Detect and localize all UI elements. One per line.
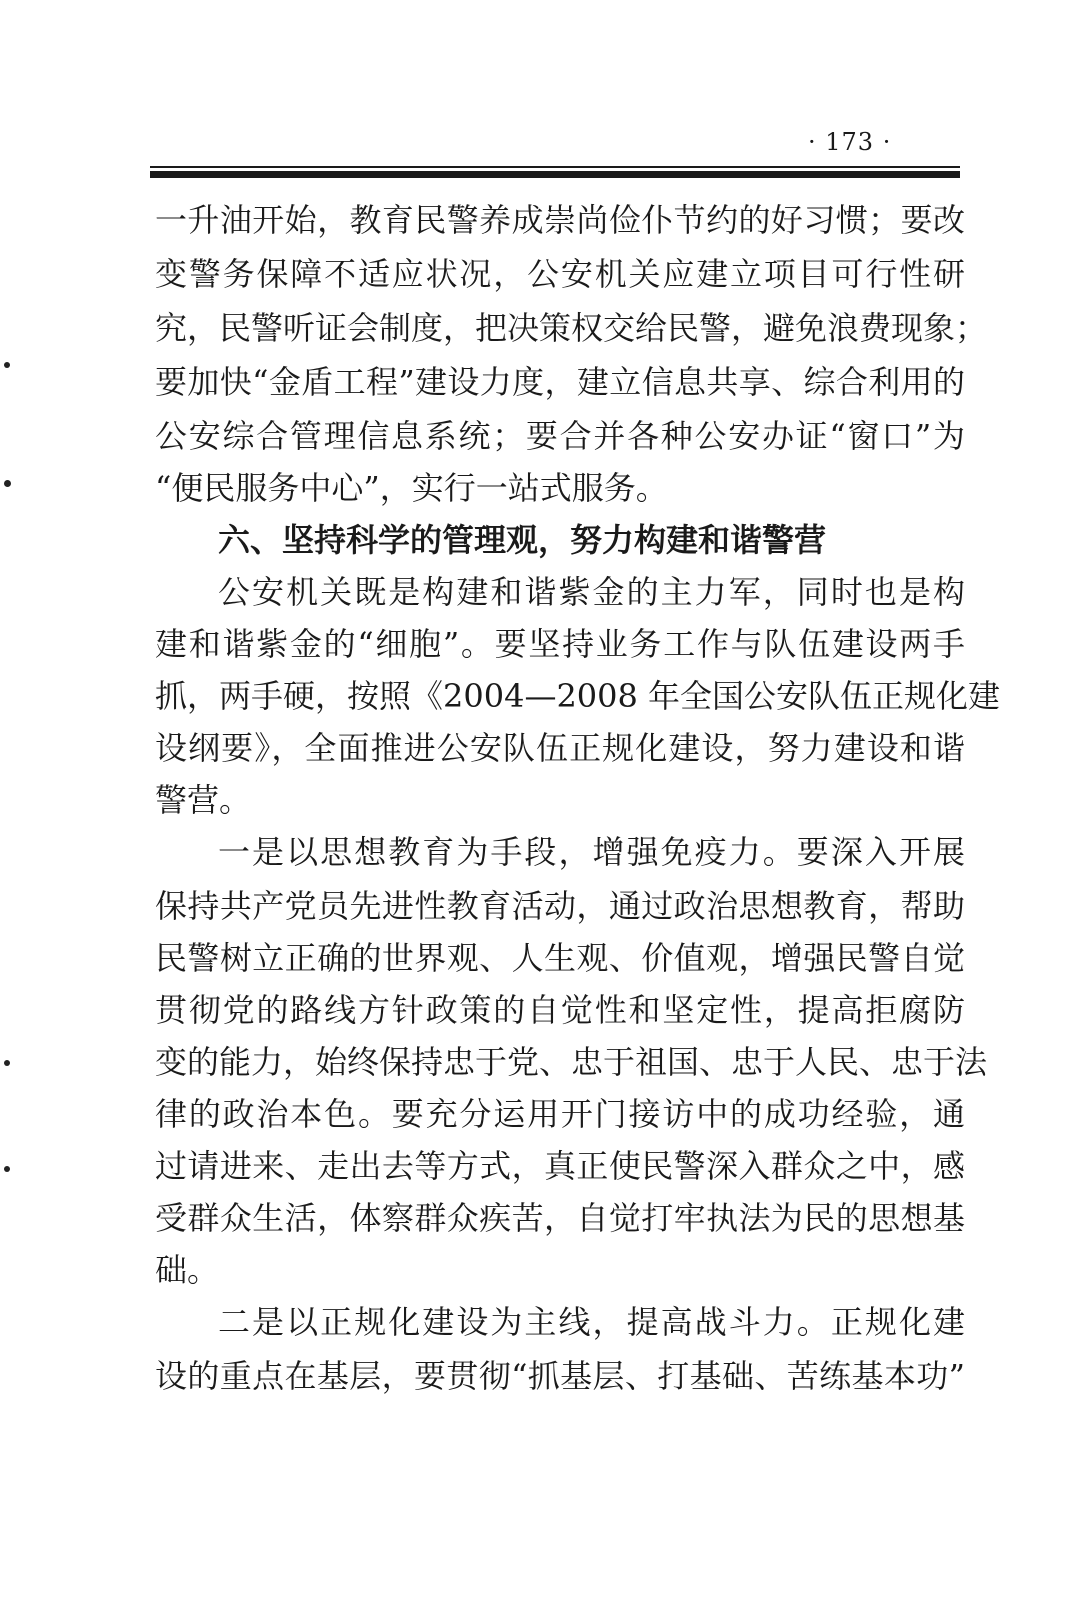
paragraph-1-line: 公安综合管理信息系统；要合并各种公安办证“窗口”为 [155,417,965,455]
paragraph-4-line: 设的重点在基层，要贯彻“抓基层、打基础、苦练基本功” [155,1357,965,1395]
scan-speck [4,1060,10,1066]
header-rule-thick [150,171,960,178]
paragraph-3-line: 础。 [155,1251,220,1289]
paragraph-3-line: 律的政治本色。要充分运用开门接访中的成功经验，通 [155,1095,965,1133]
header-rule-thin [150,166,960,168]
paragraph-3-line: 一是以思想教育为手段，增强免疫力。要深入开展 [218,833,965,871]
paragraph-4-line: 二是以正规化建设为主线，提高战斗力。正规化建 [218,1303,965,1341]
paragraph-1-line: 要加快“金盾工程”建设力度，建立信息共享、综合利用的 [155,363,965,401]
paragraph-3-line: 民警树立正确的世界观、人生观、价值观，增强民警自觉 [155,939,965,977]
paragraph-1-line: “便民服务中心”，实行一站式服务。 [155,469,668,507]
section-heading: 六、坚持科学的管理观，努力构建和谐警营 [218,521,827,559]
paragraph-2-line: 警营。 [155,781,252,819]
paragraph-2-line: 抓，两手硬，按照《2004—2008 年全国公安队伍正规化建 [155,677,1001,715]
paragraph-3-line: 贯彻党的路线方针政策的自觉性和坚定性，提高拒腐防 [155,991,965,1029]
paragraph-1-line: 一升油开始，教育民警养成崇尚俭仆节约的好习惯；要改 [155,201,965,239]
scan-speck [4,362,10,368]
scan-speck [4,1166,10,1172]
paragraph-1-line: 变警务保障不适应状况，公安机关应建立项目可行性研 [155,255,965,293]
page-number: · 173 · [808,128,892,156]
paragraph-3-line: 保持共产党员先进性教育活动，通过政治思想教育，帮助 [155,887,965,925]
paragraph-2-line: 公安机关既是构建和谐紫金的主力军，同时也是构 [218,573,965,611]
paragraph-2-line: 设纲要》，全面推进公安队伍正规化建设，努力建设和谐 [155,729,965,767]
paragraph-3-line: 过请进来、走出去等方式，真正使民警深入群众之中，感 [155,1147,965,1185]
paragraph-3-line: 变的能力，始终保持忠于党、忠于祖国、忠于人民、忠于法 [155,1043,988,1081]
scan-speck [4,480,11,487]
paragraph-2-line: 建和谐紫金的“细胞”。要坚持业务工作与队伍建设两手 [155,625,965,663]
paragraph-3-line: 受群众生活，体察群众疾苦，自觉打牢执法为民的思想基 [155,1199,965,1237]
paragraph-1-line: 究，民警听证会制度，把决策权交给民警，避免浪费现象； [155,309,988,347]
